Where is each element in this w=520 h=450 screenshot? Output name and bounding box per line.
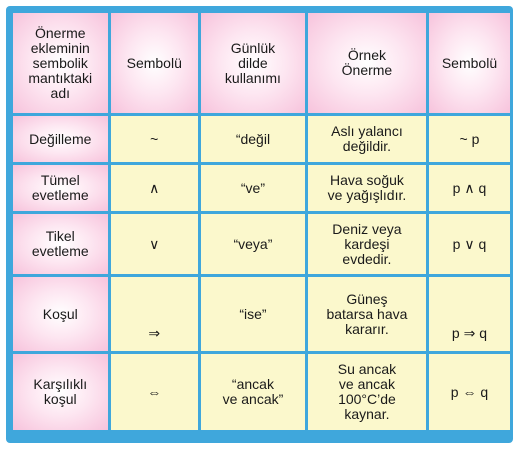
name-line: Tümel [40,172,80,188]
header-line: dilde [238,54,268,71]
example-proposition [308,165,426,211]
header-formula-symbol [429,13,510,113]
header-line: ekleminin [30,39,90,56]
header-example [308,13,426,113]
name-line: Tikel [45,228,75,244]
connective-name [13,277,108,351]
example-proposition [308,214,426,274]
usage-line: “değil [235,130,271,147]
daily-usage [201,214,305,274]
example-line: ve ancak [338,376,395,392]
header-symbol [111,13,198,113]
name-line: Karşılıklı [33,376,88,392]
formula: p ∨ q [429,214,510,274]
name-line: koşul [43,391,77,407]
example-proposition [308,116,426,162]
formula: p ⇔ q [429,354,510,430]
name-line: Değilleme [29,130,92,147]
example-line: Hava soğuk [329,172,404,188]
example-line: Aslı yalancı [331,123,403,139]
usage-line: “ve” [240,179,265,196]
connective-name [13,214,108,274]
example-line: batarsa hava [326,305,408,322]
logic-connectives-table [10,10,513,433]
example-line: Deniz veya [332,220,402,237]
connective-symbol: ⇔ [111,354,198,430]
header-line: Günlük [230,39,276,56]
name-line: evetleme [31,243,89,259]
header-connective-name [13,13,108,113]
example-line: Su ancak [337,361,397,377]
usage-line: “veya” [233,235,273,252]
header-row [13,13,510,113]
table-row [13,354,510,430]
table-row [13,116,510,162]
header-line: Önerme [34,24,86,41]
example-line: ve yağışlıdır. [327,187,407,203]
header-line: Sembolü [126,54,182,71]
header-line: Örnek [347,47,386,63]
example-line: kardeşi [344,235,390,252]
formula: ~ p [429,116,510,162]
name-line: Koşul [42,305,78,322]
connective-name [13,354,108,430]
connective-name [13,165,108,211]
daily-usage [201,277,305,351]
table-row [13,165,510,211]
connective-symbol: ⇒ [111,277,198,351]
connective-symbol: ∧ [111,165,198,211]
example-proposition [308,354,426,430]
example-line: kararır. [345,320,389,337]
connective-name [13,116,108,162]
example-proposition [308,277,426,351]
usage-line: ve ancak” [222,391,284,407]
logic-table-frame [6,6,513,443]
usage-line: “ise” [239,305,267,322]
header-line: adı [50,84,70,101]
daily-usage [201,354,305,430]
name-line: evetleme [31,187,89,203]
header-line: Önerme [341,62,393,78]
header-line: Sembolü [441,54,498,71]
connective-symbol: ∨ [111,214,198,274]
formula: p ⇒ q [429,277,510,351]
example-line: değildir. [342,138,392,154]
example-line: evdedir. [342,250,392,267]
connective-symbol: ~ [111,116,198,162]
table-row [13,277,510,351]
usage-line: “ancak [231,376,274,392]
header-line: sembolik [32,54,88,71]
daily-usage [201,116,305,162]
table-row [13,214,510,274]
daily-usage [201,165,305,211]
header-line: mantıktaki [28,69,93,86]
header-daily-usage [201,13,305,113]
example-line: 100°C’de [338,391,396,407]
example-line: kaynar. [344,406,390,422]
example-line: Güneş [346,290,388,307]
header-line: kullanımı [224,69,281,86]
formula: p ∧ q [429,165,510,211]
